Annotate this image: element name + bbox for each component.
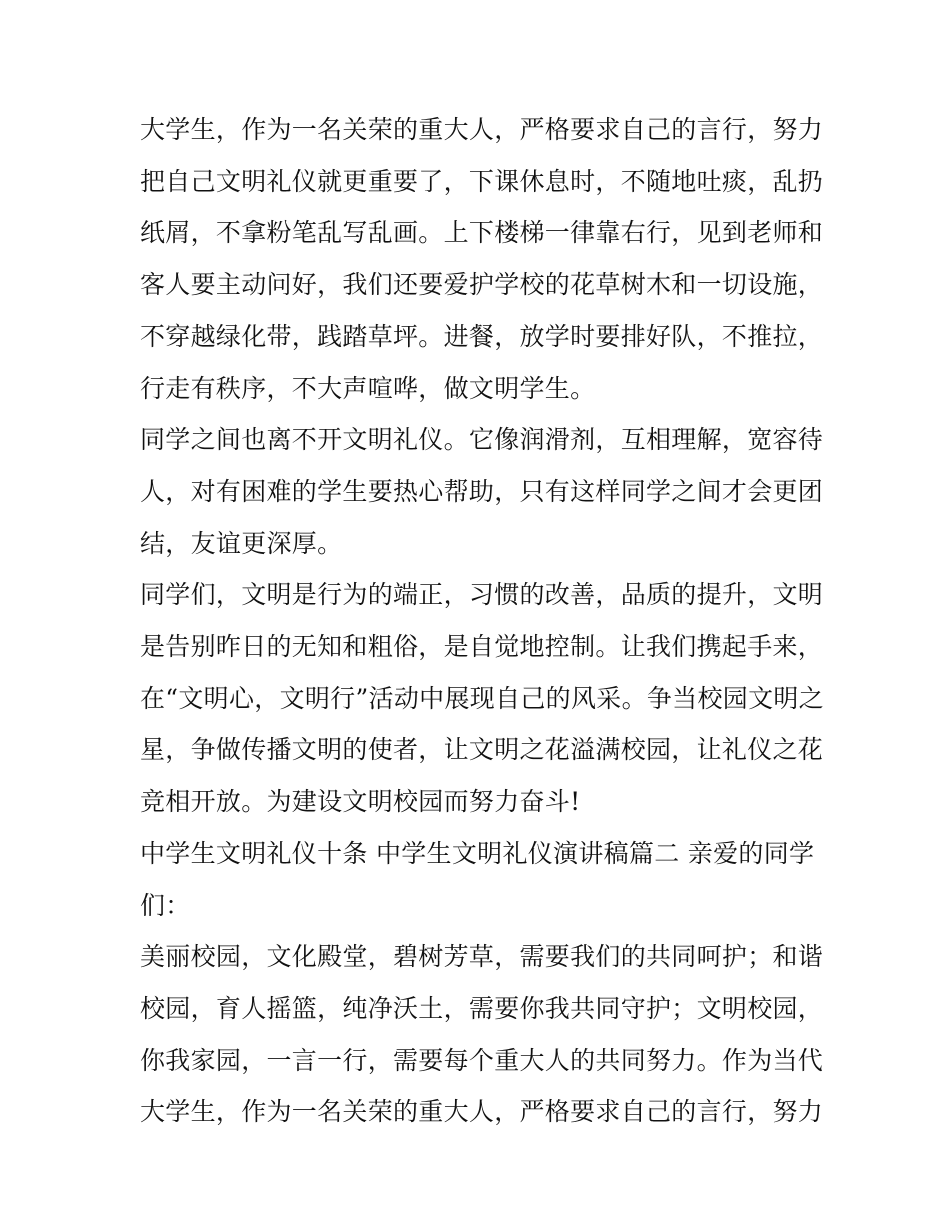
text-line: 在“文明心，文明行”活动中展现自己的风采。争当校园文明之: [140, 683, 824, 713]
text-line: 人，对有困难的学生要热心帮助，只有这样同学之间才会更团: [140, 476, 824, 506]
text-line: 客人要主动问好，我们还要爱护学校的花草树木和一切设施，: [140, 270, 824, 300]
text-line: 大学生，作为一名关荣的重大人，严格要求自己的言行，努力: [140, 1097, 824, 1127]
document-body: [140, 104, 824, 1138]
text-line: 们：: [140, 890, 191, 920]
text-line: 不穿越绿化带，践踏草坪。进餐，放学时要排好队，不推拉，: [140, 321, 824, 351]
heading-line: 中学生文明礼仪十条 中学生文明礼仪演讲稿篇二 亲爱的同学: [140, 838, 815, 868]
text-line: 美丽校园，文化殿堂，碧树芳草，需要我们的共同呵护；和谐: [140, 942, 824, 972]
text-line: 校园，育人摇篮，纯净沃土，需要你我共同守护；文明校园，: [140, 993, 824, 1023]
text-line: 你我家园，一言一行，需要每个重大人的共同努力。作为当代: [140, 1045, 824, 1075]
text-line: 把自己文明礼仪就更重要了，下课休息时，不随地吐痰，乱扔: [140, 166, 824, 196]
text-line: 同学之间也离不开文明礼仪。它像润滑剂，互相理解，宽容待: [140, 425, 824, 455]
text-line: 纸屑，不拿粉笔乱写乱画。上下楼梯一律靠右行，见到老师和: [140, 218, 824, 248]
text-line: 同学们，文明是行为的端正，习惯的改善，品质的提升，文明: [140, 580, 824, 610]
text-line: 结，友谊更深厚。: [140, 528, 343, 558]
text-line: 大学生，作为一名关荣的重大人，严格要求自己的言行，努力: [140, 115, 824, 144]
text-line: 行走有秩序，不大声喧哗，做文明学生。: [140, 373, 596, 403]
text-line: 竞相开放。为建设文明校园而努力奋斗!: [140, 787, 581, 817]
text-line: 星，争做传播文明的使者，让文明之花溢满校园，让礼仪之花: [140, 735, 824, 765]
text-line: 是告别昨日的无知和粗俗，是自觉地控制。让我们携起手来，: [140, 632, 824, 662]
